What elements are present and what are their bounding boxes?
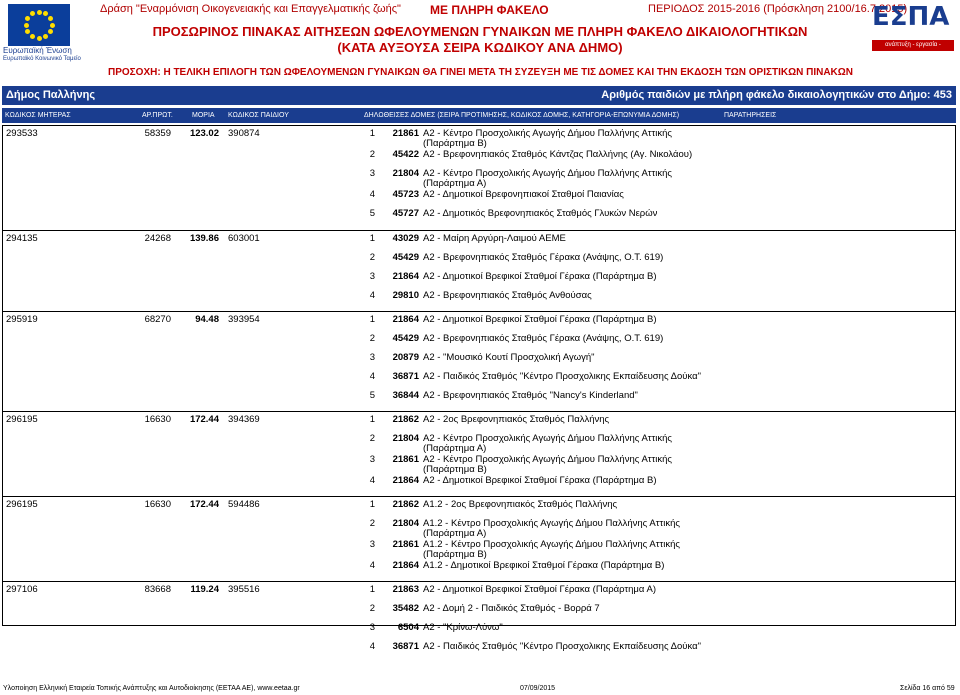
preference-order: 2 (369, 433, 375, 444)
facility-code: 20879 (392, 352, 419, 363)
eu-caption: Ευρωπαϊκή Ένωση (3, 46, 72, 55)
col-preferences: ΔΗΛΩΘΕΙΣΕΣ ΔΟΜΕΣ (ΣΕΙΡΑ ΠΡΟΤΙΜΗΣΗΣ, ΚΩΔΙΚΟΣ ΔΟΜΗΣ, ΚΑΤΗΓΟΡΙΑ-ΕΠΩΝΥΜΙΑ ΔΟΜΗΣ) (364, 112, 680, 119)
table-row (3, 126, 955, 230)
child-code: 594486 (228, 499, 260, 510)
mother-code: 297106 (6, 584, 38, 595)
child-code: 394369 (228, 414, 260, 425)
facility-name: Α2 - "Κρίνω-Λύνω" (423, 622, 503, 633)
preference-order: 1 (369, 128, 375, 139)
protocol-number: 24268 (144, 233, 171, 244)
facility-code: 21804 (392, 433, 419, 444)
facility-name: Α1.2 - Δημοτικοί Βρεφικοί Σταθμοί Γέρακα (Παράρτημα Β) (423, 560, 665, 571)
eu-star-icon (48, 16, 53, 21)
table-row (3, 311, 955, 412)
facility-code: 21862 (392, 499, 419, 510)
preference-order: 4 (369, 641, 375, 652)
facility-name-annex: (Παράρτημα Β) (423, 464, 487, 475)
preference-order: 3 (369, 622, 375, 633)
file-status: ΜΕ ΠΛΗΡΗ ΦΑΚΕΛΟ (430, 3, 549, 17)
table-row (3, 230, 955, 312)
protocol-number: 68270 (144, 314, 171, 325)
col-remarks: ΠΑΡΑΤΗΡΗΣΕΙΣ (724, 112, 777, 119)
facility-code: 35482 (392, 603, 419, 614)
facility-code: 21861 (392, 539, 419, 550)
facility-code: 21864 (392, 271, 419, 282)
facility-code: 21864 (392, 475, 419, 486)
facility-name-annex: (Παράρτημα Β) (423, 138, 487, 149)
preference-order: 3 (369, 539, 375, 550)
facility-name: Α2 - Δημοτικοί Βρεφικοί Σταθμοί Γέρακα (Παράρτημα Α) (423, 584, 656, 595)
facility-name-annex: (Παράρτημα Α) (423, 528, 487, 539)
protocol-number: 16630 (144, 499, 171, 510)
preference-order: 2 (369, 518, 375, 529)
child-code: 395516 (228, 584, 260, 595)
facility-code: 36871 (392, 371, 419, 382)
preference-order: 5 (369, 208, 375, 219)
facility-name: Α1.2 - Κέντρο Προσχολικής Αγωγής Δήμου Παλλήνης Αττικής (423, 539, 680, 550)
mother-code: 293533 (6, 128, 38, 139)
facility-name: Α2 - Δημοτικοί Βρεφονηπιακοί Σταθμοί Παιανίας (423, 189, 624, 200)
facility-name: Α1.2 - Κέντρο Προσχολικής Αγωγής Δήμου Παλλήνης Αττικής (423, 518, 680, 529)
municipality-bar (2, 86, 956, 105)
preference-order: 3 (369, 352, 375, 363)
child-code: 603001 (228, 233, 260, 244)
preference-order: 1 (369, 584, 375, 595)
facility-code: 45429 (392, 333, 419, 344)
col-mother-code: ΚΩΔΙΚΟΣ ΜΗΤΕΡΑΣ (5, 112, 71, 119)
facility-name: Α2 - Μαίρη Αργύρη-Λαιμού ΑΕΜΕ (423, 233, 566, 244)
col-protocol: ΑΡ.ΠΡΩΤ. (142, 112, 173, 119)
protocol-number: 83668 (144, 584, 171, 595)
mother-code: 294135 (6, 233, 38, 244)
eu-star-icon (30, 11, 35, 16)
preference-order: 2 (369, 252, 375, 263)
facility-code: 21864 (392, 560, 419, 571)
table-row (3, 496, 955, 582)
facility-name: Α2 - Βρεφονηπιακός Σταθμός Γέρακα (Ανάψης, Ο.Τ. 619) (423, 252, 664, 263)
facility-name: Α2 - Κέντρο Προσχολικής Αγωγής Δήμου Παλλήνης Αττικής (423, 454, 673, 465)
eu-subcaption: Ευρωπαϊκό Κοινωνικό Ταμείο (3, 56, 81, 62)
mother-code: 296195 (6, 499, 38, 510)
facility-name: Α2 - Κέντρο Προσχολικής Αγωγής Δήμου Παλλήνης Αττικής (423, 433, 673, 444)
facility-code: 21804 (392, 168, 419, 179)
mother-code: 295919 (6, 314, 38, 325)
preference-order: 4 (369, 290, 375, 301)
footer-page: Σελίδα 16 από 59 (900, 685, 955, 692)
footer-org: Υλοποίηση Ελληνική Εταιρεία Τοπικής Ανάπτυξης και Αυτοδιοίκησης (ΕΕΤΑΑ ΑΕ), www.eetaa.gr (3, 685, 300, 692)
preference-order: 4 (369, 475, 375, 486)
preference-order: 4 (369, 371, 375, 382)
score-value: 94.48 (195, 314, 219, 325)
facility-name: Α2 - Παιδικός Σταθμός "Κέντρο Προσχολικης Εκπαίδευσης Δούκα" (423, 641, 701, 652)
facility-name: Α2 - "Μουσικό Κουτί Προσχολική Αγωγή" (423, 352, 595, 363)
facility-name: Α2 - Δημοτικοί Βρεφικοί Σταθμοί Γέρακα (Παράρτημα Β) (423, 271, 657, 282)
facility-name: Α2 - Βρεφονηπιακός Σταθμός Γέρακα (Ανάψης, Ο.Τ. 619) (423, 333, 664, 344)
preference-order: 2 (369, 603, 375, 614)
eu-star-icon (37, 10, 42, 15)
preference-order: 5 (369, 390, 375, 401)
preference-order: 3 (369, 454, 375, 465)
facility-code: 45429 (392, 252, 419, 263)
facility-name-annex: (Παράρτημα Α) (423, 443, 487, 454)
facility-name: Α2 - Δημοτικοί Βρεφικοί Σταθμοί Γέρακα (Παράρτημα Β) (423, 475, 657, 486)
facility-name: Α2 - Κέντρο Προσχολικής Αγωγής Δήμου Παλλήνης Αττικής (423, 128, 673, 139)
preference-order: 4 (369, 189, 375, 200)
preference-order: 1 (369, 233, 375, 244)
preference-order: 1 (369, 314, 375, 325)
period-label: ΠΕΡΙΟΔΟΣ 2015-2016 (Πρόσκληση 2100/16.7.2015) (648, 3, 908, 15)
protocol-number: 58359 (144, 128, 171, 139)
facility-name-annex: (Παράρτημα Α) (423, 178, 487, 189)
table-row (3, 581, 955, 663)
facility-code: 21861 (392, 128, 419, 139)
facility-code: 29810 (392, 290, 419, 301)
facility-name: Α2 - Βρεφονηπιακός Σταθμός Κάντζας Παλλήνης (Αγ. Νικολάου) (423, 149, 693, 160)
table-row (3, 411, 955, 497)
facility-code: 21804 (392, 518, 419, 529)
facility-code: 43029 (392, 233, 419, 244)
child-code: 390874 (228, 128, 260, 139)
facility-name: Α2 - Δημοτικοί Βρεφικοί Σταθμοί Γέρακα (Παράρτημα Β) (423, 314, 657, 325)
facility-code: 45723 (392, 189, 419, 200)
facility-code: 45727 (392, 208, 419, 219)
facility-code: 21861 (392, 454, 419, 465)
facility-name-annex: (Παράρτημα Β) (423, 549, 487, 560)
col-score: ΜΟΡΙΑ (192, 112, 215, 119)
municipality-label: Δήμος Παλλήνης (6, 89, 96, 101)
espa-tagline: ανάπτυξη - εργασία - αλληλεγγύη (872, 40, 954, 51)
warning-notice: ΠΡΟΣΟΧΗ: Η ΤΕΛΙΚΗ ΕΠΙΛΟΓΗ ΤΩΝ ΩΦΕΛΟΥΜΕΝΩΝ ΓΥΝΑΙΚΩΝ ΘΑ ΓΙΝΕΙ ΜΕΤΑ ΤΗ ΣΥΖΕΥΞΗ ΜΕ ΤΙΣ ΔΟΜΕΣ ΚΑΙ ΤΗΝ ΕΚΔΟΣΗ ΤΩΝ ΟΡΙΣΤΙΚΩΝ ΠΙΝΑΚΩΝ (108, 67, 853, 78)
facility-name: Α2 - 2ος Βρεφονηπιακός Σταθμός Παλλήνης (423, 414, 610, 425)
program-title: Δράση "Εναρμόνιση Οικογενειακής και Επαγγελματικής ζωής" (100, 3, 401, 15)
facility-code: 36844 (392, 390, 419, 401)
facility-code: 36871 (392, 641, 419, 652)
facility-name: Α2 - Κέντρο Προσχολικής Αγωγής Δήμου Παλλήνης Αττικής (423, 168, 673, 179)
score-value: 119.24 (190, 584, 219, 595)
preference-order: 2 (369, 333, 375, 344)
score-value: 123.02 (189, 128, 219, 139)
page-subtitle: (ΚΑΤΑ ΑΥΞΟΥΣΑ ΣΕΙΡΑ ΚΩΔΙΚΟΥ ΑΝΑ ΔΗΜΟ) (337, 40, 623, 55)
score-value: 172.44 (189, 414, 219, 425)
score-value: 172.44 (189, 499, 219, 510)
eu-star-icon (43, 11, 48, 16)
facility-code: 21862 (392, 414, 419, 425)
col-child-code: ΚΩΔΙΚΟΣ ΠΑΙΔΙΟΥ (228, 112, 289, 119)
facility-code: 6504 (397, 622, 419, 633)
facility-name: Α2 - Βρεφονηπιακός Σταθμός Ανθούσας (423, 290, 592, 301)
preference-order: 2 (369, 149, 375, 160)
preference-order: 3 (369, 271, 375, 282)
espa-logo-text: ΕΣΠΑ (872, 2, 950, 32)
eu-star-icon (25, 16, 30, 21)
facility-name: Α2 - Παιδικός Σταθμός "Κέντρο Προσχολικης Εκπαίδευσης Δούκα" (423, 371, 701, 382)
preference-order: 1 (369, 499, 375, 510)
facility-name: Α1.2 - 2ος Βρεφονηπιακός Σταθμός Παλλήνης (423, 499, 618, 510)
facility-code: 21864 (392, 314, 419, 325)
preference-order: 4 (369, 560, 375, 571)
facility-name: Α2 - Δομή 2 - Παιδικός Σταθμός - Βορρά 7 (423, 603, 600, 614)
facility-code: 45422 (392, 149, 419, 160)
score-value: 139.86 (189, 233, 219, 244)
mother-code: 296195 (6, 414, 38, 425)
preference-order: 3 (369, 168, 375, 179)
facility-name: Α2 - Βρεφονηπιακός Σταθμός "Nancy's Kinderland" (423, 390, 638, 401)
table-header (2, 108, 956, 123)
footer-date: 07/09/2015 (520, 685, 556, 692)
children-count: Αριθμός παιδιών με πλήρη φάκελο δικαιολογητικών στο Δήμο: 453 (601, 89, 952, 101)
facility-code: 21863 (392, 584, 419, 595)
protocol-number: 16630 (144, 414, 171, 425)
child-code: 393954 (228, 314, 260, 325)
page-title: ΠΡΟΣΩΡΙΝΟΣ ΠΙΝΑΚΑΣ ΑΙΤΗΣΕΩΝ ΩΦΕΛΟΥΜΕΝΩΝ ΓΥΝΑΙΚΩΝ ΜΕ ΠΛΗΡΗ ΦΑΚΕΛΟ ΔΙΚΑΙΟΛΟΓΗΤΙΚΩΝ (152, 24, 808, 39)
preference-order: 1 (369, 414, 375, 425)
facility-name: Α2 - Δημοτικός Βρεφονηπιακός Σταθμός Γλυκών Νερών (423, 208, 658, 219)
applications-table (2, 125, 956, 652)
